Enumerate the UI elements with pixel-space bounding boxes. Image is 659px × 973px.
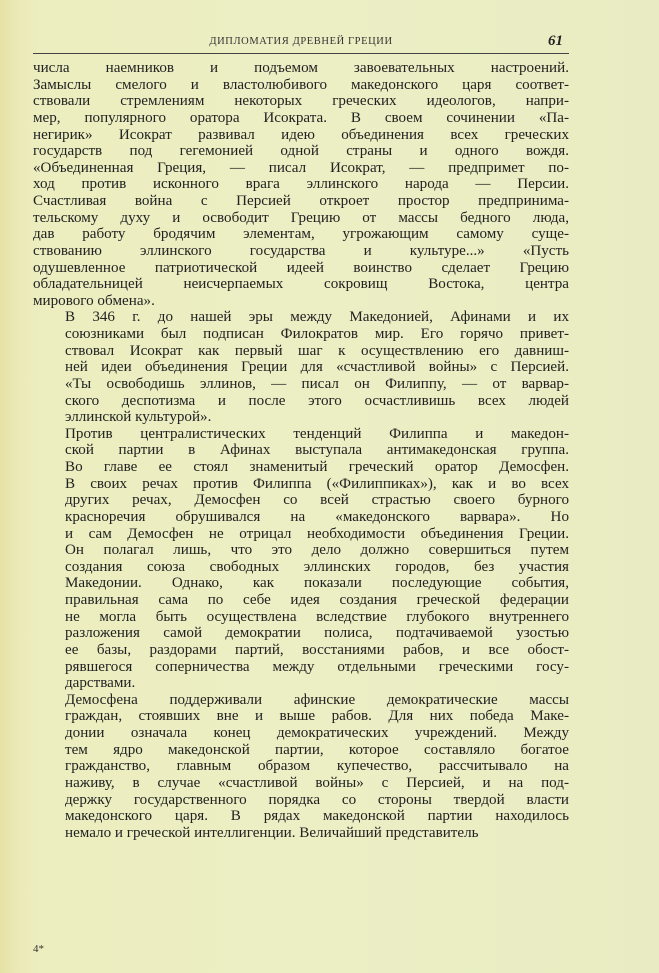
paragraph: [33, 692, 569, 842]
text-line: граждан, стоявших вне и выше рабов. Для них победа Маке-: [65, 708, 569, 725]
text-line: обладательницей неисчерпаемых сокровищ Востока, центра: [33, 276, 569, 293]
text-line: государств под гегемонией одной страны и одного вождя.: [33, 143, 569, 160]
text-line: создания союза свободных эллинских городов, без участия: [65, 558, 569, 575]
body-text: [33, 60, 569, 841]
text-line: ствовали стремлениям некоторых греческих идеологов, напри-: [33, 93, 569, 110]
paragraph: [33, 426, 569, 692]
text-line: немало и греческой интеллигенции. Величайший представитель: [65, 824, 479, 841]
text-line: ствованию эллинского государства и культуре...» «Пусть: [33, 242, 569, 259]
text-line: других речах, Демосфен со всей страстью своего бурного: [65, 492, 569, 509]
signature-mark: 4*: [33, 943, 44, 955]
text-line: тельскому духу и освободит Грецию от массы бедного люда,: [33, 209, 569, 226]
text-line: ского деспотизма и после этого осчастливишь всех людей: [65, 392, 569, 409]
text-line: эллинской культурой».: [65, 409, 212, 426]
text-line: В 346 г. до нашей эры между Македонией, Афинами и их: [65, 309, 569, 326]
text-line: красноречия обрушивался на «македонского варвара». Но: [65, 508, 569, 525]
text-line: союзниками был подписан Филократов мир. Его горячо привет-: [65, 326, 569, 342]
text-line: Он полагал лишь, что это дело должно совершиться путем: [65, 542, 569, 559]
text-line: «Ты освободишь эллинов, — писал он Филиппу, — от варвар-: [65, 375, 569, 392]
text-line: разложения самой демократии полиса, подтачиваемой узостью: [65, 625, 569, 642]
paragraph: [33, 60, 569, 309]
text-line: тем ядро македонской партии, которое составляло богатое: [65, 741, 569, 758]
text-line: мер, популярного оратора Исократа. В своем сочинении «Па-: [33, 109, 569, 126]
text-line: гражданство, главным образом купечество, рассчитывало на: [65, 758, 569, 775]
text-line: донии означала конец демократических учреждений. Между: [65, 725, 569, 741]
text-line: ее базы, раздорами партий, восстаниями рабов, и все обост-: [65, 641, 569, 658]
text-line: не могла быть осуществлена вследствие глубокого внутреннего: [65, 608, 569, 625]
text-line: македонского царя. В рядах македонской партии находилось: [65, 808, 569, 825]
text-line: Счастливая война с Персией откроет простор предпринима-: [33, 193, 569, 209]
header-rule: [33, 53, 569, 54]
text-line: дав работу бродячим элементам, угрожающим самому суще-: [33, 226, 569, 243]
paragraph: [33, 309, 569, 425]
text-line: Замыслы смелого и властолюбивого македонского царя соответ-: [33, 76, 569, 93]
text-line: Македонии. Однако, как показали последующие события,: [65, 575, 569, 592]
text-line: ход против исконного врага эллинского народа — Персии.: [33, 176, 569, 193]
page-number: 61: [548, 33, 563, 49]
text-line: мирового обмена».: [33, 292, 155, 309]
text-line: негирик» Исократ развивал идею объединения всех греческих: [33, 126, 569, 143]
text-line: ней идеи объединения Греции для «счастливой войны» с Персией.: [65, 359, 569, 376]
text-line: правильная сама по себе идея создания греческой федерации: [65, 592, 569, 608]
text-line: ской партии в Афинах выступала антимакедонская группа.: [65, 442, 569, 459]
text-line: рявшегося соперничества между отдельными греческими госу-: [65, 658, 569, 675]
text-line: «Объединенная Греция, — писал Исократ, — предпримет по-: [33, 159, 569, 176]
text-line: Против централистических тенденций Филиппа и македон-: [65, 425, 569, 442]
text-line: дарствами.: [65, 675, 136, 692]
text-line: ствовал Исократ как первый шаг к осуществлению его давниш-: [65, 342, 569, 359]
text-line: и сам Демосфен не отрицал необходимости объединения Греции.: [65, 525, 569, 542]
text-line: держку государственного порядка со стороны твердой власти: [65, 791, 569, 808]
running-head: [33, 33, 569, 51]
running-title: ДИПЛОМАТИЯ ДРЕВНЕЙ ГРЕЦИИ: [209, 36, 393, 47]
text-line: Во главе ее стоял знаменитый греческий оратор Демосфен.: [65, 459, 569, 475]
text-line: В своих речах против Филиппа («Филиппиках»), как и во всех: [65, 475, 569, 492]
text-line: числа наемников и подъемом завоевательных настроений.: [33, 60, 569, 76]
text-line: одушевленное патриотической идеей воинство сделает Грецию: [33, 259, 569, 276]
text-line: наживу, в случае «счастливой войны» с Персией, и на под-: [65, 774, 569, 791]
text-line: Демосфена поддерживали афинские демократические массы: [65, 691, 569, 708]
